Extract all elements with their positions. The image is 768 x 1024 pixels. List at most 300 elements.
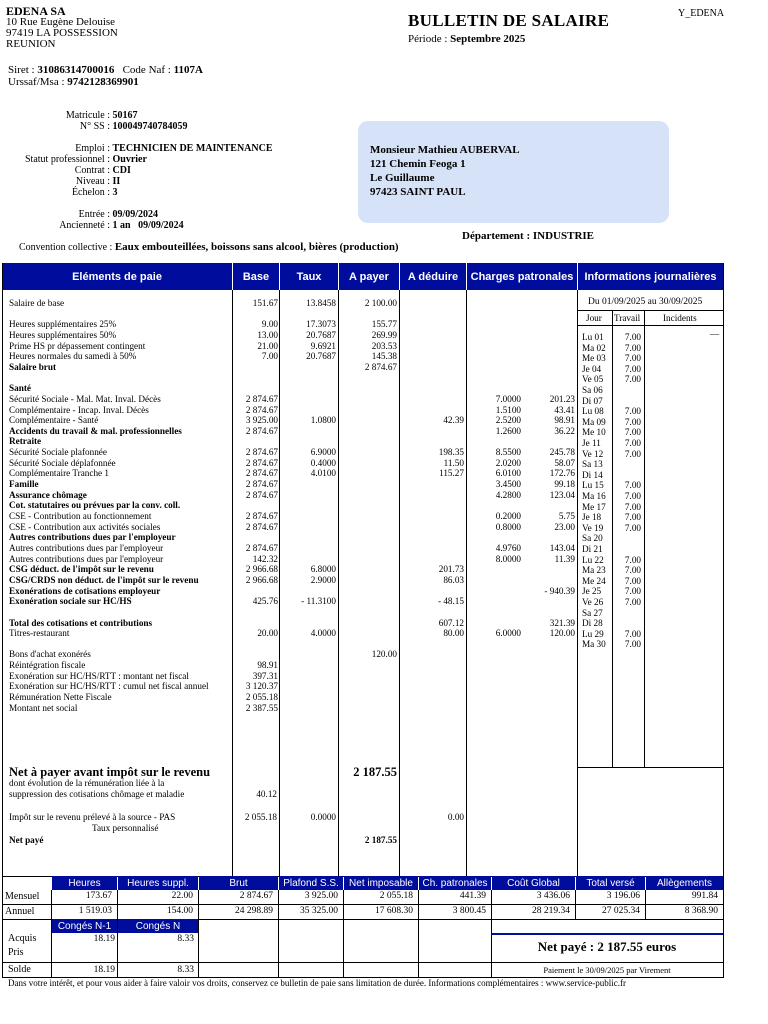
summary-mensuel-cell: 441.39: [459, 891, 486, 901]
line-label: Exonérations de cotisations employeur: [9, 585, 161, 596]
line-label: Complémentaire Tranche 1: [9, 468, 110, 479]
day-label: Me 03: [582, 353, 606, 364]
urssaf-value: 9742128369901: [67, 76, 139, 88]
line-charges-taux: [467, 596, 521, 606]
line-charges-taux: 8.0000: [495, 553, 521, 564]
line-charges-taux: [467, 532, 521, 542]
recipient-line-2: 121 Chemin Feoga 1: [370, 158, 466, 170]
line-deduire: [400, 490, 464, 500]
line-payer: [339, 660, 397, 670]
line-label: Montant net social: [9, 702, 78, 713]
pas-label: Impôt sur le revenu prélevé à la source - PAS: [9, 812, 176, 822]
summary-mensuel-cell: 3 925.00: [304, 891, 338, 901]
niveau-label: Niveau :: [75, 176, 110, 187]
line-base: 425.76: [252, 596, 278, 607]
day-work-hours: 7.00: [624, 342, 641, 353]
contrat-value: CDI: [112, 165, 131, 176]
line-payer: [339, 692, 397, 702]
echelon-value: 3: [112, 187, 118, 198]
line-charges-taux: [467, 618, 521, 628]
line-deduire: [400, 383, 464, 393]
line-charges-montant: [522, 319, 575, 329]
company-address-1: 10 Rue Eugène Delouise: [6, 16, 116, 28]
line-label: Réintégration fiscale: [9, 660, 86, 671]
naf-value: 1107A: [173, 64, 203, 76]
day-label: Ma 02: [582, 342, 606, 353]
line-base: 9.00: [261, 319, 278, 330]
net-paye-value: 2 187.55: [364, 835, 397, 845]
line-deduire: [400, 586, 464, 596]
line-base: [233, 618, 278, 628]
line-deduire: [400, 554, 464, 564]
summary-mensuel-cell: 2 874.67: [239, 891, 273, 901]
line-taux: [280, 618, 336, 628]
line-taux: [280, 522, 336, 532]
line-charges-taux: [467, 575, 521, 585]
pas-deduire: 0.00: [447, 812, 464, 822]
line-taux: [280, 660, 336, 670]
doc-code: Y_EDENA: [678, 8, 725, 19]
line-charges-montant: [522, 500, 575, 510]
line-label: Famille: [9, 479, 39, 490]
line-charges-montant: 143.04: [549, 542, 575, 553]
net-avant-note-value: 40.12: [256, 789, 277, 799]
line-deduire: [400, 522, 464, 532]
line-label: Heures supplémentaires 25%: [9, 319, 117, 330]
line-charges-taux: 2.0200: [495, 457, 521, 468]
line-base: 2 966.68: [245, 564, 278, 575]
day-work-hours: 7.00: [624, 374, 641, 385]
line-taux: [280, 703, 336, 713]
line-taux: [280, 436, 336, 446]
line-deduire: [400, 692, 464, 702]
company-address-2: 97419 LA POSSESSION: [6, 27, 118, 39]
summary-header: Coût Global: [492, 876, 575, 890]
net-avant-label: Net à payer avant impôt sur le revenu: [9, 765, 211, 779]
line-charges-montant: [522, 362, 575, 372]
summary-annuel-cell: 28 219.34: [532, 906, 570, 916]
line-taux: [280, 500, 336, 510]
day-work-hours: 7.00: [624, 501, 641, 512]
day-label: Sa 20: [582, 533, 603, 544]
line-payer: [339, 490, 397, 500]
matricule-label: Matricule :: [65, 110, 110, 121]
line-charges-montant: 43.41: [554, 404, 575, 415]
naf-label: Code Naf :: [122, 64, 171, 76]
acquis-n1: 18.19: [93, 934, 115, 944]
line-taux: [280, 490, 336, 500]
line-deduire: [400, 681, 464, 691]
line-deduire: [400, 351, 464, 361]
line-deduire: [400, 405, 464, 415]
departement-label: Département :: [462, 230, 531, 242]
line-payer: [339, 373, 397, 383]
summary-annuel-cell: 35 325.00: [300, 906, 338, 916]
line-charges-montant: 11.39: [554, 553, 575, 564]
line-charges-montant: 201.23: [549, 393, 575, 404]
summary-header: Allègements: [646, 876, 723, 890]
statut-label: Statut professionnel :: [25, 154, 110, 165]
line-charges-taux: [467, 660, 521, 670]
line-label: Total des cotisations et contributions: [9, 617, 153, 628]
day-label: Di 14: [582, 469, 603, 480]
pris-label: Pris: [8, 947, 24, 958]
line-charges-montant: [522, 351, 575, 361]
line-base: 2 874.67: [245, 404, 278, 415]
net-paye-label: Net payé: [9, 835, 44, 845]
line-charges-montant: 98.91: [554, 415, 575, 426]
line-charges-taux: 4.9760: [495, 542, 521, 553]
day-work-hours: 7.00: [624, 554, 641, 565]
line-base: 2 874.67: [245, 457, 278, 468]
line-base: [233, 309, 278, 319]
line-taux: 6.8000: [310, 564, 336, 575]
line-label: Exonération sur HC/HS/RTT : montant net fiscal: [9, 670, 189, 681]
line-charges-taux: 0.2000: [495, 511, 521, 521]
summary-annuel-cell: 3 800.45: [452, 906, 486, 916]
line-base: [233, 586, 278, 596]
line-base: 2 387.55: [245, 702, 278, 713]
recipient-line-4: 97423 SAINT PAUL: [370, 186, 466, 198]
day-label: Di 07: [582, 395, 603, 406]
day-label: Je 11: [582, 438, 601, 448]
summary-header: Brut: [199, 876, 278, 890]
day-work-hours: 7.00: [624, 438, 641, 448]
line-taux: [280, 639, 336, 649]
line-base: [233, 373, 278, 383]
line-charges-montant: [522, 436, 575, 446]
line-payer: [339, 575, 397, 585]
line-charges-montant: [522, 564, 575, 574]
line-deduire: [400, 660, 464, 670]
line-label: Complémentaire - Santé: [9, 415, 99, 426]
statut-value: Ouvrier: [112, 154, 147, 165]
line-base: 20.00: [257, 628, 278, 639]
pas-taux-perso: Taux personnalisé: [92, 823, 159, 833]
line-charges-montant: [522, 692, 575, 702]
line-payer: [339, 447, 397, 457]
line-base: [233, 607, 278, 617]
line-payer: [339, 681, 397, 691]
line-payer: [339, 511, 397, 521]
summary-annuel-cell: 8 368.90: [684, 906, 718, 916]
line-charges-taux: [467, 341, 521, 351]
mensuel-label: Mensuel: [5, 891, 40, 902]
days-travail-header: Travail: [614, 313, 641, 323]
payment-info: Paiement le 30/09/2025 par Virement: [543, 965, 671, 975]
line-deduire: 86.03: [443, 574, 464, 585]
line-label: Sécurité Sociale - Mal. Mat. Inval. Décès: [9, 393, 161, 404]
line-deduire: [400, 362, 464, 372]
line-label: Cot. statutaires ou prévues par la conv. coll.: [9, 500, 181, 511]
line-taux: [280, 394, 336, 404]
line-label: Salaire brut: [9, 361, 57, 372]
line-base: 21.00: [257, 340, 278, 351]
summary-annuel-cell: 17 608.30: [375, 906, 413, 916]
line-payer: 269.99: [371, 329, 397, 340]
line-taux: [280, 383, 336, 393]
day-label: Ve 19: [582, 522, 604, 533]
line-base: 2 874.67: [245, 542, 278, 553]
line-taux: 17.3073: [306, 319, 336, 330]
line-charges-taux: 8.5500: [495, 447, 521, 458]
line-deduire: [400, 298, 464, 308]
line-charges-taux: [467, 586, 521, 596]
line-deduire: 11.50: [443, 457, 464, 468]
day-label: Sa 27: [582, 607, 603, 618]
line-taux: [280, 479, 336, 489]
net-avant-note-2: suppression des cotisations chômage et maladie: [9, 789, 185, 799]
header-elements: Eléments de paie: [2, 263, 232, 290]
line-label: CSG déduct. de l'impôt sur le revenu: [9, 564, 154, 575]
line-base: [233, 639, 278, 649]
line-deduire: 115.27: [439, 468, 464, 479]
line-base: 98.91: [257, 660, 278, 671]
day-label: Di 21: [582, 544, 603, 554]
line-label: Complémentaire - Incap. Inval. Décès: [9, 404, 149, 415]
day-label: Me 10: [582, 427, 606, 438]
day-work-hours: [614, 396, 641, 406]
line-deduire: [400, 511, 464, 521]
day-work-hours: [614, 459, 641, 469]
ss-label: N° SS :: [79, 121, 110, 132]
line-charges-taux: [467, 351, 521, 361]
header-charges: Charges patronales: [467, 263, 577, 290]
day-work-hours: [614, 385, 641, 395]
day-work-hours: 7.00: [624, 363, 641, 374]
line-charges-montant: 245.78: [549, 447, 575, 458]
day-label: Je 18: [582, 512, 602, 523]
day-work-hours: 7.00: [624, 597, 641, 607]
solde-label: Solde: [8, 964, 31, 975]
summary-annuel-cell: 24 298.89: [235, 906, 273, 916]
summary-mensuel-cell: 2 055.18: [379, 891, 413, 901]
line-charges-montant: 23.00: [554, 521, 575, 532]
line-taux: [280, 405, 336, 415]
line-charges-taux: [467, 373, 521, 383]
day-label: Ma 16: [582, 491, 606, 501]
line-deduire: [400, 319, 464, 329]
line-charges-taux: [467, 298, 521, 308]
line-label: Exonération sur HC/HS/RTT : cumul net fiscal annuel: [9, 681, 209, 692]
line-charges-montant: [522, 607, 575, 617]
departement-value: INDUSTRIE: [532, 230, 595, 242]
line-label: Accidents du travail & mal. professionnelles: [9, 425, 182, 436]
contrat-label: Contrat :: [74, 165, 110, 176]
line-deduire: [400, 436, 464, 446]
line-label: Bons d'achat exonérés: [9, 649, 91, 660]
echelon-label: Échelon :: [71, 187, 110, 198]
line-charges-taux: 2.5200: [495, 415, 521, 426]
summary-mensuel-cell: 991.84: [691, 891, 718, 901]
line-payer: [339, 543, 397, 553]
line-charges-taux: 6.0000: [495, 628, 521, 639]
line-base: 2 874.67: [245, 521, 278, 532]
line-deduire: [400, 341, 464, 351]
matricule-value: 50167: [112, 110, 138, 121]
day-work-hours: 7.00: [624, 522, 641, 533]
pas-base: 2 055.18: [244, 812, 277, 822]
day-work-hours: [614, 544, 641, 554]
line-taux: [280, 649, 336, 659]
day-work-hours: [614, 533, 641, 543]
day-work-hours: 7.00: [624, 406, 641, 417]
summary-annuel-cell: 154.00: [166, 906, 193, 916]
siret-label: Siret :: [8, 64, 35, 76]
line-charges-montant: 172.76: [549, 468, 575, 479]
line-payer: [339, 532, 397, 542]
line-label: Heures supplémentaires 50%: [9, 329, 117, 340]
line-label: Autres contributions dues par l'employeur: [9, 542, 164, 553]
line-payer: [339, 458, 397, 468]
niveau-value: II: [112, 176, 121, 187]
conges-n-header: Congés N: [118, 919, 198, 933]
line-charges-taux: [467, 383, 521, 393]
line-payer: 2 100.00: [364, 298, 397, 308]
line-taux: 1.0800: [310, 415, 336, 426]
line-charges-taux: [467, 703, 521, 713]
line-payer: [339, 703, 397, 713]
line-label: Autres contributions dues par l'employeur: [9, 553, 164, 564]
day-label: Lu 29: [582, 628, 604, 639]
line-label: Prime HS pr dépassement contingent: [9, 340, 146, 351]
day-label: Ve 12: [582, 448, 604, 459]
line-payer: [339, 383, 397, 393]
summary-header: Total versé: [576, 876, 645, 890]
line-base: [233, 383, 278, 393]
line-base: [233, 436, 278, 446]
line-deduire: 42.39: [443, 415, 464, 426]
line-charges-montant: [522, 532, 575, 542]
days-incidents-header: Incidents: [663, 313, 697, 323]
line-taux: 20.7687: [306, 351, 336, 362]
day-label: Je 04: [582, 363, 602, 374]
line-charges-montant: - 940.39: [544, 585, 575, 596]
doc-title: BULLETIN DE SALAIRE: [408, 11, 610, 30]
line-charges-montant: [522, 649, 575, 659]
line-deduire: [400, 532, 464, 542]
line-charges-montant: [522, 383, 575, 393]
line-base: 3 925.00: [245, 415, 278, 426]
emploi-label: Emploi :: [75, 143, 110, 154]
line-deduire: [400, 607, 464, 617]
header-a-payer: A payer: [339, 263, 399, 290]
line-payer: [339, 436, 397, 446]
line-taux: 20.7687: [306, 329, 336, 340]
siret-value: 31086314700016: [37, 64, 115, 76]
line-deduire: [400, 309, 464, 319]
ss-value: 100049740784059: [112, 121, 188, 132]
line-deduire: [400, 330, 464, 340]
line-charges-taux: [467, 639, 521, 649]
line-label: Sécurité Sociale déplafonnée: [9, 457, 116, 468]
day-label: Ve 26: [582, 597, 604, 607]
day-work-hours: 7.00: [624, 416, 641, 427]
line-charges-taux: [467, 564, 521, 574]
line-deduire: [400, 394, 464, 404]
line-charges-taux: 1.5100: [495, 404, 521, 415]
day-label: Sa 13: [582, 459, 603, 470]
convention-value: Eaux embouteillées, boissons sans alcool, bières (production): [114, 241, 399, 253]
line-deduire: 607.12: [438, 617, 464, 628]
day-work-hours: 7.00: [624, 639, 641, 650]
pas-taux: 0.0000: [310, 812, 336, 822]
recipient-line-3: Le Guillaume: [370, 172, 435, 184]
line-deduire: [400, 373, 464, 383]
line-base: 13.00: [257, 329, 278, 340]
line-payer: [339, 586, 397, 596]
day-work-hours: 7.00: [624, 332, 641, 342]
summary-mensuel-cell: 3 196.06: [606, 891, 640, 901]
line-base: 2 874.67: [245, 393, 278, 404]
line-payer: [339, 394, 397, 404]
line-deduire: [400, 500, 464, 510]
line-base: [233, 500, 278, 510]
anciennete-value: 1 an: [112, 220, 131, 231]
day-label: Lu 08: [582, 406, 604, 417]
header-taux: Taux: [280, 263, 338, 290]
day-label: Sa 06: [582, 385, 603, 395]
line-taux: 9.6921: [310, 340, 336, 351]
line-charges-taux: [467, 436, 521, 446]
line-charges-montant: [522, 298, 575, 308]
line-deduire: 201.73: [438, 564, 464, 575]
line-charges-taux: [467, 607, 521, 617]
day-label: Ma 30: [582, 639, 606, 650]
line-base: [233, 532, 278, 542]
acquis-n: 8.33: [177, 934, 194, 944]
day-work-hours: 7.00: [624, 586, 641, 597]
line-taux: [280, 692, 336, 702]
line-deduire: [400, 671, 464, 681]
header-infos: Informations journalières: [578, 263, 723, 290]
summary-header: Net imposable: [344, 876, 418, 890]
header-a-deduire: A déduire: [400, 263, 466, 290]
line-taux: [280, 532, 336, 542]
entree-label: Entrée :: [78, 209, 110, 220]
line-taux: [280, 511, 336, 521]
line-charges-montant: [522, 373, 575, 383]
line-charges-montant: [522, 341, 575, 351]
line-charges-taux: 1.2600: [495, 425, 521, 436]
line-deduire: [400, 479, 464, 489]
line-label: CSE - Contribution aux activités sociales: [9, 521, 161, 532]
line-payer: [339, 426, 397, 436]
line-taux: 6.9000: [310, 447, 336, 458]
header-base: Base: [233, 263, 279, 290]
line-payer: [339, 554, 397, 564]
urssaf-label: Urssaf/Msa :: [8, 76, 65, 88]
anciennete-label: Ancienneté :: [59, 220, 110, 231]
line-deduire: [400, 426, 464, 436]
line-charges-montant: [522, 596, 575, 606]
line-payer: [339, 479, 397, 489]
summary-header: Plafond S.S.: [279, 876, 343, 890]
summary-mensuel-cell: 173.67: [85, 891, 112, 901]
summary-annuel-cell: 27 025.34: [602, 906, 640, 916]
line-label: Salaire de base: [9, 298, 65, 308]
line-deduire: [400, 649, 464, 659]
acquis-label: Acquis: [8, 933, 37, 944]
solde-n: 8.33: [177, 965, 194, 975]
period-value: Septembre 2025: [450, 33, 526, 45]
annuel-label: Annuel: [5, 906, 35, 917]
day-label: Je 25: [582, 586, 602, 597]
line-label: Assurance chômage: [9, 489, 87, 500]
line-charges-montant: [522, 671, 575, 681]
day-work-hours: 7.00: [624, 353, 641, 364]
line-payer: [339, 671, 397, 681]
